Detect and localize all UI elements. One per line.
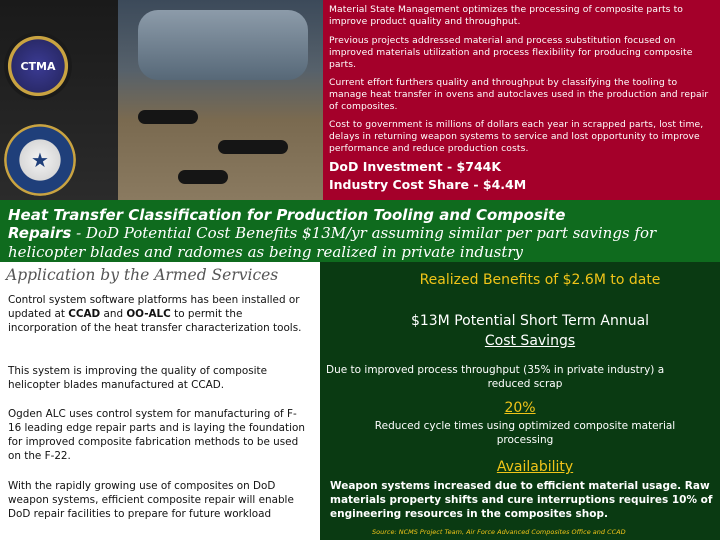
page-subtitle	[8, 224, 656, 242]
availability-text: engineering resources in the composites shop.	[330, 508, 608, 520]
page-title: Heat Transfer Classification for Production Tooling and Composite	[8, 206, 566, 224]
text: to permit the incorporation of the heat transfer characterization tools.	[8, 308, 302, 334]
subtitle-rest: - DoD Potential Cost Benefits $13M/yr assuming similar per part savings for	[71, 224, 657, 242]
eagle-icon: ★	[31, 148, 49, 172]
helicopter-image	[178, 170, 228, 184]
ccad-label: CCAD	[68, 308, 101, 320]
helicopter-image	[218, 140, 288, 154]
text: and	[100, 308, 127, 320]
page-subtitle-cont: helicopter blades and radomes as being realized in private industry	[8, 243, 524, 261]
source-citation: Source: NCMS Project Team, Air Force Advanced Composites Office and CCAD	[372, 528, 626, 536]
application-paragraph	[8, 293, 308, 335]
application-paragraph: With the rapidly growing use of composites on DoD weapon systems, efficient composite repair will enable DoD repair facilities to prepare for future workload	[8, 480, 294, 520]
overview-paragraph: Cost to government is millions of dollars each year in scrapped parts, lost time, delays in returning weapon systems to service and lost opportunity to improve performance and reduce production costs.	[329, 119, 704, 154]
dod-seal-logo	[4, 124, 76, 196]
throughput-text-cont: reduced scrap	[487, 378, 563, 390]
cycle-time-text-cont: processing	[496, 434, 554, 446]
ctma-seal-text: CTMA	[20, 59, 56, 73]
application-paragraph: Ogden ALC uses control system for manufacturing of F-16 leading edge repair parts and is laying the foundation for improved composite fabrication methods to be used on the F-22.	[8, 408, 305, 462]
autoclave-photo	[138, 10, 308, 80]
helicopter-image	[138, 110, 198, 124]
throughput-text: Due to improved process throughput (35% in private industry) a	[326, 364, 665, 376]
realized-benefits: Realized Benefits of $2.6M to date	[419, 272, 661, 288]
ctma-seal-logo	[4, 32, 72, 100]
potential-savings-line2: Cost Savings	[484, 333, 576, 349]
logo-panel	[0, 0, 118, 200]
availability-heading: Availability	[496, 459, 574, 475]
text: Control system software platforms has been installed or updated at	[8, 294, 300, 320]
potential-savings-line1: $13M Potential Short Term Annual	[410, 313, 650, 329]
overview-paragraph: Previous projects addressed material and process substitution focused on improved materials utilization and process flexibility for producing composite parts.	[329, 35, 693, 70]
availability-text: materials property shifts and cure interruptions requires 10% of	[330, 494, 713, 506]
availability-text: Weapon systems increased due to efficient material usage. Raw	[330, 480, 710, 492]
dod-investment: DoD Investment - $744K	[329, 159, 502, 174]
overview-panel	[323, 0, 720, 200]
overview-paragraph: Current effort furthers quality and throughput by classifying the tooling to manage heat transfer in ovens and autoclaves used in the production and repair of composites.	[329, 77, 709, 112]
cycle-time-percent: 20%	[504, 400, 536, 416]
industry-cost-share: Industry Cost Share - $4.4M	[329, 177, 527, 192]
oo-alc-label: OO-ALC	[126, 308, 171, 320]
subtitle-bold: Repairs	[8, 224, 72, 242]
application-paragraph: This system is improving the quality of composite helicopter blades manufactured at CCAD.	[8, 365, 267, 391]
overview-paragraph: Material State Management optimizes the processing of composite parts to improve product quality and throughput.	[329, 4, 683, 27]
cycle-time-text: Reduced cycle times using optimized composite material	[374, 420, 676, 432]
applications-heading: Application by the Armed Services	[6, 266, 279, 284]
photo-collage	[118, 0, 323, 200]
